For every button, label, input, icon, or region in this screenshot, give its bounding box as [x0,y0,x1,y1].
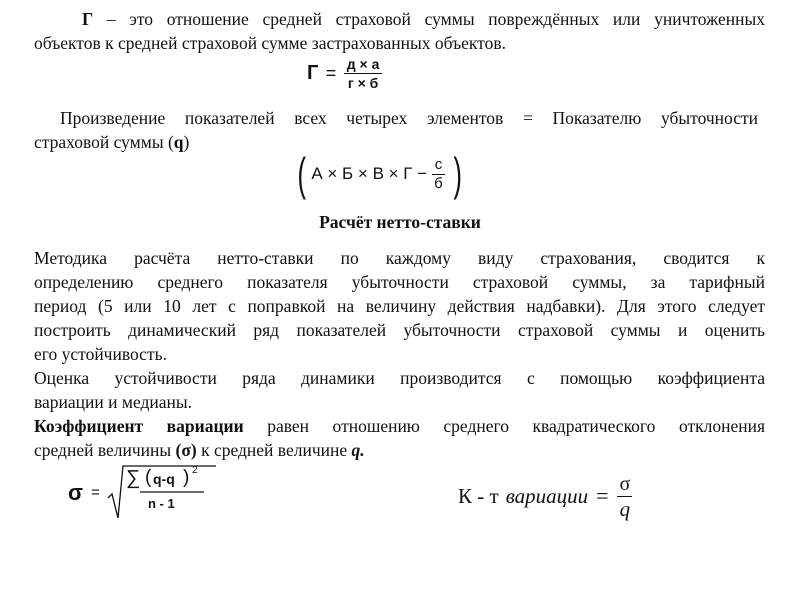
product-paragraph [34,107,758,130]
product-q: q [173,132,184,152]
sigma-formula-den: n - 1 [148,496,175,511]
kvar-formula-fraction [617,473,634,520]
kvar-formula [458,465,633,527]
coef-q: q. [351,440,365,460]
product-formula-rparen: ) [453,148,462,200]
gamma-formula-numerator: д × а [344,56,383,74]
sigma-formula-lparen: ( [145,467,152,488]
gamma-letter: Г [82,9,94,29]
coef-line-2-mid: к средней величине [196,440,352,460]
coef-paragraph-line2 [34,439,765,462]
coef-bold: Коэффициент вариации [34,416,244,436]
kvar-formula-word: вариации [505,483,589,508]
sigma-formula-eq: = [91,484,100,501]
sigma-formula-exp: 2 [192,465,198,476]
sigma-formula-inner: q-q [153,471,175,487]
kvar-formula-denominator: q [619,496,631,521]
gamma-formula-lhs: Г [307,62,319,84]
method-line-5: его устойчивость. [34,344,167,364]
coef-line-2-prefix: средней величины [34,440,176,460]
gamma-formula [307,56,382,91]
product-line-1: Произведение показателей всех четырех элементов = Показателю убыточности [60,108,758,128]
product-line-2-prefix: страховой суммы ( [34,132,174,152]
coef-sigma: (σ) [175,440,197,460]
method-line-3: период (5 или 10 лет с поправкой на величину действия надбавки). Для этого следует [34,296,765,316]
sigma-formula [68,462,218,524]
method-line-2: определению среднего показателя убыточности страховой суммы, за тарифный [34,272,765,292]
gamma-paragraph [34,8,765,31]
gamma-formula-denominator: г × б [347,75,379,91]
product-formula-denominator: б [434,174,443,192]
kvar-formula-eq: = [596,483,609,508]
sigma-formula-lhs: σ [68,480,84,505]
gamma-formula-eq: = [325,63,337,83]
product-formula [294,150,465,198]
gamma-text-1: – это отношение средней страховой суммы повреждённых или уничтоженных [93,9,765,29]
stability-line-1: Оценка устойчивости ряда динамики производится с помощью коэффициента [34,368,765,388]
product-formula-lparen: ( [297,148,306,200]
stability-line-2: вариации и медианы. [34,392,193,412]
gamma-formula-fraction [344,56,383,91]
coef-paragraph [34,415,765,438]
product-line-2-suffix: ) [183,132,190,152]
gamma-paragraph-line2: объектов к средней страховой сумме застрахованных объектов. [34,33,506,53]
product-formula-main: А × Б × В × Г − [311,164,428,183]
method-line-1: Методика расчёта нетто-ставки по каждому виду страхования, сводится к [34,248,765,268]
sigma-formula-sum: ∑ [126,467,141,489]
sigma-formula-rparen: ) [183,467,190,488]
coef-line-1-rest: равен отношению среднего квадратического отклонения [243,416,766,436]
kvar-formula-prefix: К - т [458,483,499,508]
product-formula-numerator: с [432,157,446,175]
method-line-4: построить динамический ряд показателей убыточности страховой суммы и оценить [34,320,765,340]
kvar-formula-numerator: σ [619,472,631,495]
method-paragraph [34,247,765,270]
product-formula-fraction [431,157,446,192]
section-heading: Расчёт нетто-ставки [319,212,481,232]
